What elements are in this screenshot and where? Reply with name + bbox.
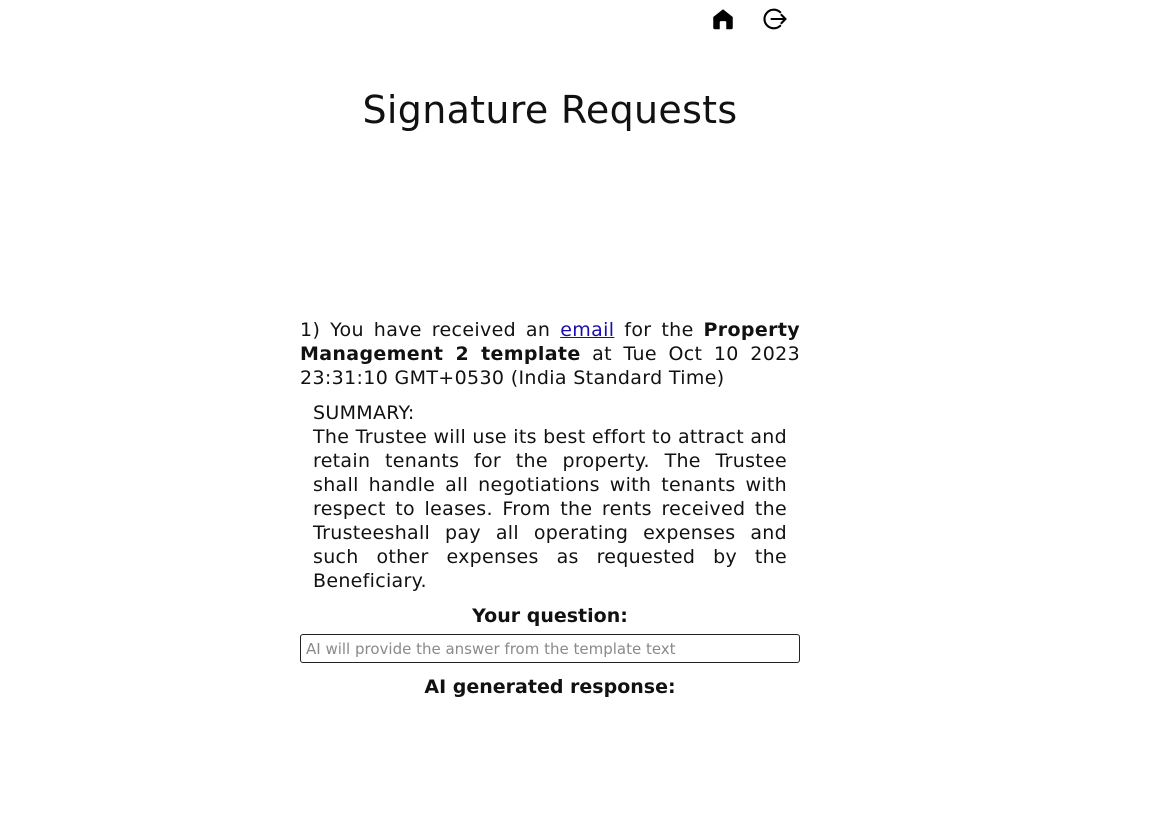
request-at: at bbox=[580, 343, 624, 365]
logout-button[interactable] bbox=[760, 4, 790, 34]
question-label: Your question: bbox=[472, 605, 628, 627]
page-title: Signature Requests bbox=[362, 88, 738, 132]
request-timestamp: Tue Oct 10 2023 23:31:10 GMT+0530 (India Standard Time) bbox=[300, 343, 801, 389]
home-icon bbox=[710, 6, 736, 32]
request-prefix: 1) You have received an bbox=[300, 319, 561, 341]
request-description bbox=[300, 318, 800, 390]
request-for-the: for the bbox=[614, 319, 704, 341]
question-input[interactable] bbox=[300, 634, 800, 663]
summary-body: The Trustee will use its best effort to attract and retain tenants for the property. The Trustee shall handle all negotiations with tenants with respect to leases. From the rents received the Trusteeshall pay all operating expenses and such other expenses as requested by the Beneficiary. bbox=[313, 426, 787, 592]
logout-icon bbox=[761, 5, 789, 33]
template-name: Property Management 2 template bbox=[300, 319, 800, 365]
top-toolbar bbox=[708, 4, 790, 34]
summary-section bbox=[313, 401, 787, 593]
home-button[interactable] bbox=[708, 4, 738, 34]
email-link[interactable]: email bbox=[560, 319, 615, 341]
signature-request-item bbox=[300, 318, 800, 699]
summary-heading: SUMMARY: bbox=[313, 402, 415, 424]
response-label: AI generated response: bbox=[424, 676, 676, 698]
